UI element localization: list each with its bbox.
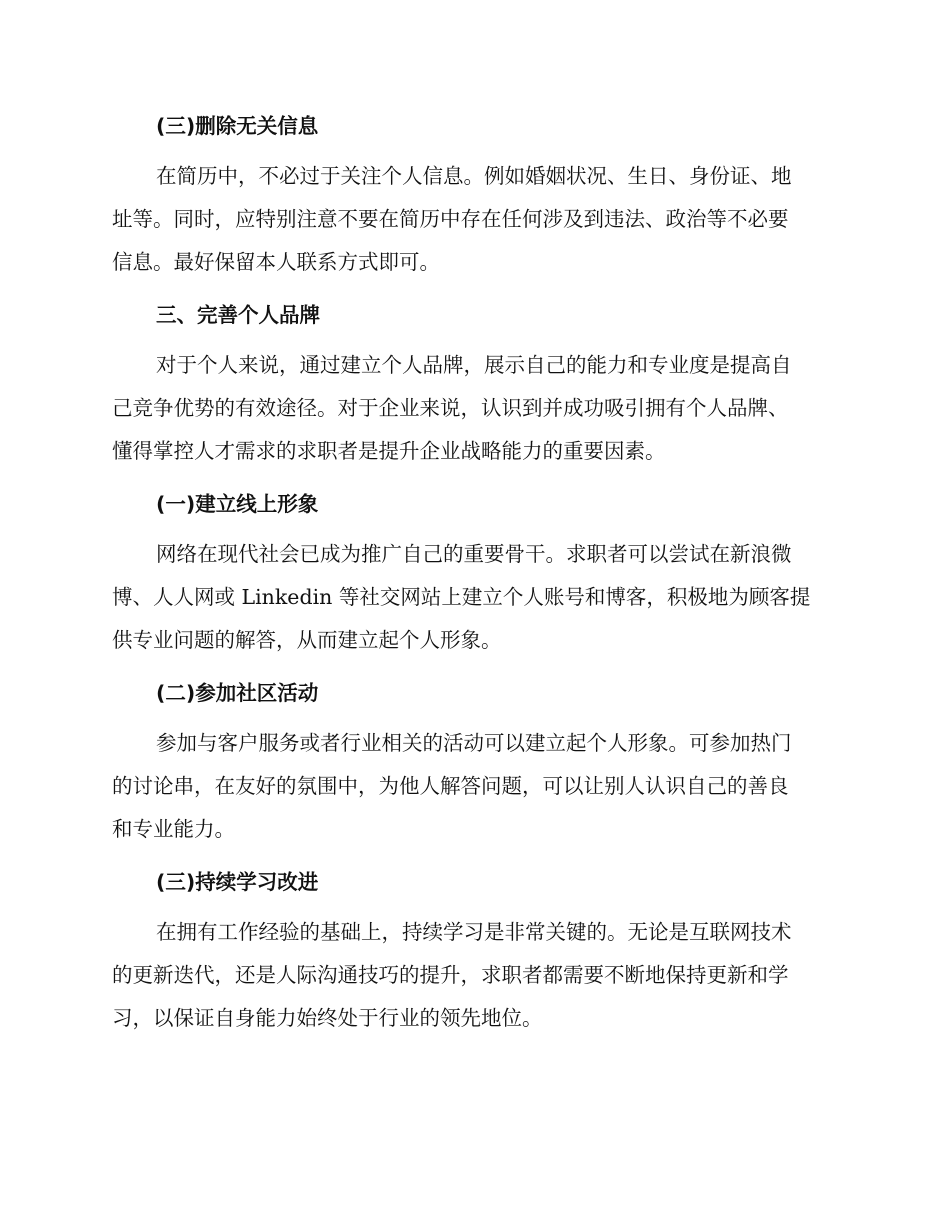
paragraph-line: 的讨论串，在友好的氛围中，为他人解答问题，可以让别人认识自己的善良: [112, 774, 789, 798]
paragraph-line: 在简历中，不必过于关注个人信息。例如婚姻状况、生日、身份证、地: [156, 164, 792, 188]
section-heading: 三、完善个人品牌: [156, 303, 320, 327]
paragraph-line: 博、人人网或 Linkedin 等社交网站上建立个人账号和博客，积极地为顾客提: [112, 585, 811, 609]
paragraph-line: 和专业能力。: [112, 817, 235, 841]
section-heading: (三)持续学习改进: [156, 870, 319, 894]
paragraph-line: 懂得掌控人才需求的求职者是提升企业战略能力的重要因素。: [112, 439, 666, 463]
section-paragraph: [112, 911, 832, 1040]
section-heading: (三)删除无关信息: [156, 114, 319, 138]
paragraph-line: 己竞争优势的有效途径。对于企业来说，认识到并成功吸引拥有个人品牌、: [112, 396, 789, 420]
section-heading: (一)建立线上形象: [156, 492, 319, 516]
paragraph-line: 信息。最好保留本人联系方式即可。: [112, 250, 440, 274]
section-paragraph: [112, 344, 832, 473]
section-paragraph: [112, 155, 832, 284]
paragraph-line: 网络在现代社会已成为推广自己的重要骨干。求职者可以尝试在新浪微: [156, 542, 792, 566]
paragraph-line: 习，以保证自身能力始终处于行业的领先地位。: [112, 1006, 543, 1030]
section-paragraph: [112, 722, 832, 851]
section-paragraph: [112, 533, 832, 662]
paragraph-line: 参加与客户服务或者行业相关的活动可以建立起个人形象。可参加热门: [156, 731, 792, 755]
paragraph-line: 在拥有工作经验的基础上，持续学习是非常关键的。无论是互联网技术: [156, 920, 792, 944]
section-heading: (二)参加社区活动: [156, 681, 319, 705]
paragraph-line: 对于个人来说，通过建立个人品牌，展示自己的能力和专业度是提高自: [156, 353, 792, 377]
paragraph-line: 供专业问题的解答，从而建立起个人形象。: [112, 628, 502, 652]
document-body: [112, 104, 832, 1049]
paragraph-line: 址等。同时，应特别注意不要在简历中存在任何涉及到违法、政治等不必要: [112, 207, 789, 231]
paragraph-line: 的更新迭代，还是人际沟通技巧的提升，求职者都需要不断地保持更新和学: [112, 963, 789, 987]
